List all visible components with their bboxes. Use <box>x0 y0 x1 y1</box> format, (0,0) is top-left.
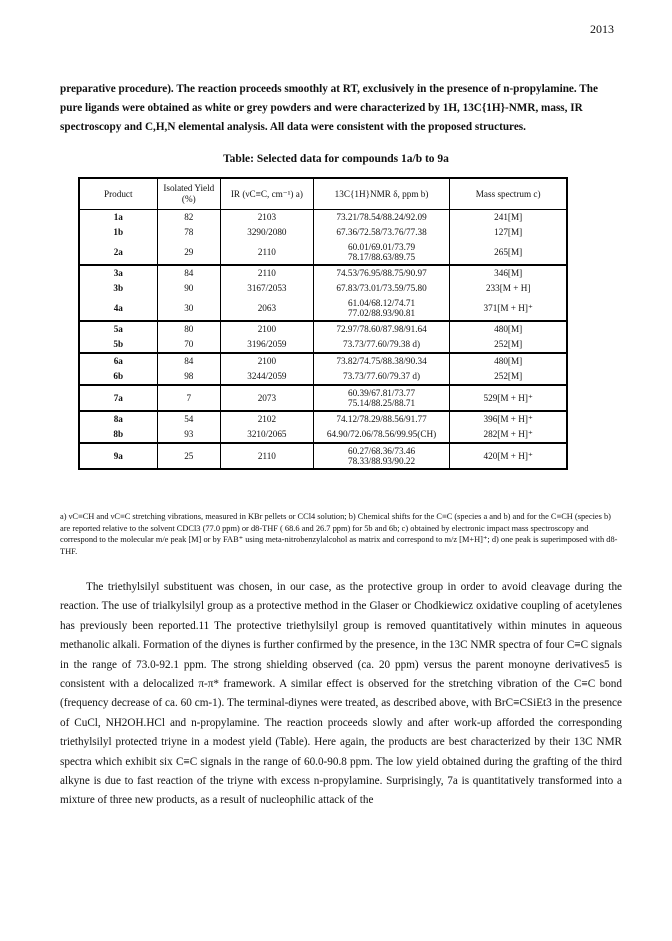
cell-nmr: 60.39/67.81/73.77 75.14/88.25/88.71 <box>313 385 450 411</box>
table-body <box>79 210 567 470</box>
cell-ir: 2100 <box>221 353 314 369</box>
cell-mass: 346[M] <box>450 265 567 281</box>
cell-ir: 3210/2065 <box>221 427 314 443</box>
cell-product: 6a <box>79 353 157 369</box>
cell-product: 3b <box>79 281 157 296</box>
cell-mass: 420[M + H]⁺ <box>450 443 567 469</box>
cell-mass: 480[M] <box>450 353 567 369</box>
cell-yield: 78 <box>157 225 220 240</box>
cell-product: 2a <box>79 240 157 265</box>
header-product: Product <box>79 178 157 210</box>
cell-product: 1b <box>79 225 157 240</box>
cell-mass: 127[M] <box>450 225 567 240</box>
cell-yield: 7 <box>157 385 220 411</box>
cell-ir: 2110 <box>221 265 314 281</box>
header-mass: Mass spectrum c) <box>450 178 567 210</box>
cell-mass: 529[M + H]⁺ <box>450 385 567 411</box>
header-nmr: 13C{1H}NMR δ, ppm b) <box>313 178 450 210</box>
cell-nmr: 73.82/74.75/88.38/90.34 <box>313 353 450 369</box>
cell-nmr: 72.97/78.60/87.98/91.64 <box>313 321 450 337</box>
table-row <box>79 210 567 226</box>
cell-product: 1a <box>79 210 157 226</box>
cell-yield: 90 <box>157 281 220 296</box>
cell-yield: 98 <box>157 369 220 385</box>
table-footnote: a) νC≡CH and νC≡C stretching vibrations, measured in KBr pellets or CCl4 solution; b) Chemical shifts for the C≡C (species a and b) and for the C≡CH (species b) are reported relative to the solvent CDCl3 (77.0 ppm) or d8-THF ( 68.6 and 26.7 ppm) for 5b and 6b; c) obtained by electronic impact mass spectroscopy and correspond to the molecular m/e peak [M] or by FAB⁺ using meta-nitrobenzylalcohol as matrix and correspond to m/z [M+H]⁺; d) one peak is superimposed with d8-THF. <box>60 512 618 556</box>
cell-yield: 84 <box>157 353 220 369</box>
cell-ir: 3244/2059 <box>221 369 314 385</box>
cell-product: 3a <box>79 265 157 281</box>
table-row <box>79 265 567 281</box>
cell-ir: 3196/2059 <box>221 337 314 353</box>
cell-product: 7a <box>79 385 157 411</box>
cell-yield: 70 <box>157 337 220 353</box>
cell-mass: 233[M + H] <box>450 281 567 296</box>
table-row <box>79 443 567 469</box>
table-caption: Table: Selected data for compounds 1a/b to 9a <box>223 153 449 165</box>
cell-yield: 30 <box>157 296 220 321</box>
cell-mass: 282[M + H]⁺ <box>450 427 567 443</box>
cell-nmr: 73.21/78.54/88.24/92.09 <box>313 210 450 226</box>
cell-yield: 80 <box>157 321 220 337</box>
cell-ir: 2110 <box>221 240 314 265</box>
table-row <box>79 369 567 385</box>
table-row <box>79 353 567 369</box>
table-row <box>79 427 567 443</box>
cell-product: 8a <box>79 411 157 427</box>
table-row <box>79 225 567 240</box>
table-row <box>79 281 567 296</box>
page-number: 2013 <box>590 22 614 36</box>
cell-ir: 3290/2080 <box>221 225 314 240</box>
cell-nmr: 73.73/77.60/79.38 d) <box>313 337 450 353</box>
cell-product: 8b <box>79 427 157 443</box>
cell-nmr: 74.12/78.29/88.56/91.77 <box>313 411 450 427</box>
cell-mass: 241[M] <box>450 210 567 226</box>
cell-ir: 2110 <box>221 443 314 469</box>
cell-product: 9a <box>79 443 157 469</box>
table-row <box>79 296 567 321</box>
cell-yield: 54 <box>157 411 220 427</box>
table-row <box>79 337 567 353</box>
cell-nmr: 73.73/77.60/79.37 d) <box>313 369 450 385</box>
table-row <box>79 240 567 265</box>
cell-nmr: 64.90/72.06/78.56/99.95(CH) <box>313 427 450 443</box>
cell-ir: 2073 <box>221 385 314 411</box>
cell-nmr: 61.04/68.12/74.71 77.02/88.93/90.81 <box>313 296 450 321</box>
cell-nmr: 74.53/76.95/88.75/90.97 <box>313 265 450 281</box>
cell-yield: 82 <box>157 210 220 226</box>
cell-yield: 29 <box>157 240 220 265</box>
cell-product: 5a <box>79 321 157 337</box>
table-row <box>79 411 567 427</box>
cell-mass: 371[M + H]⁺ <box>450 296 567 321</box>
cell-ir: 2063 <box>221 296 314 321</box>
header-ir: IR (νC≡C, cm⁻¹) a) <box>221 178 314 210</box>
cell-product: 4a <box>79 296 157 321</box>
cell-mass: 480[M] <box>450 321 567 337</box>
cell-ir: 3167/2053 <box>221 281 314 296</box>
header-yield: Isolated Yield (%) <box>157 178 220 210</box>
intro-paragraph: preparative procedure). The reaction proceeds smoothly at RT, exclusively in the presence of n-propylamine. The pure ligands were obtained as white or grey powders and were characterized by 1H, 13C{1H}-NMR, mass, IR spectroscopy and C,H,N elemental analysis. All data were consistent with the proposed structures. <box>60 83 598 133</box>
cell-mass: 396[M + H]⁺ <box>450 411 567 427</box>
data-table <box>78 177 568 470</box>
cell-mass: 265[M] <box>450 240 567 265</box>
cell-nmr: 67.83/73.01/73.59/75.80 <box>313 281 450 296</box>
cell-ir: 2103 <box>221 210 314 226</box>
cell-nmr: 60.01/69.01/73.79 78.17/88.63/89.75 <box>313 240 450 265</box>
cell-ir: 2100 <box>221 321 314 337</box>
cell-product: 5b <box>79 337 157 353</box>
cell-mass: 252[M] <box>450 369 567 385</box>
cell-yield: 84 <box>157 265 220 281</box>
cell-product: 6b <box>79 369 157 385</box>
cell-mass: 252[M] <box>450 337 567 353</box>
table-header-row <box>79 178 567 210</box>
table-row <box>79 385 567 411</box>
body-paragraph: The triethylsilyl substituent was chosen, in our case, as the protective group in order to avoid cleavage during the reaction. The use of trialkylsilyl group as a protective method in the Glaser or Chodkiewicz oxidative coupling of acetylenes has previously been reported.11 The protective triethylsilyl group is removed quantitatively within minutes in aqueous methanolic alkali. Formation of the diynes is further confirmed by the presence, in the 13C NMR spectra of four C≡C signals in the range of 73.0-92.1 ppm. The strong shielding observed (ca. 20 ppm) versus the parent monoyne derivatives5 is consistent with a delocalized π-π* framework. A similar effect is observed for the stretching vibration of the C≡C bond (frequency decrease of ca. 60 cm-1). The terminal-diynes were treated, as described above, with BrC≡CSiEt3 in the presence of CuCl, NH2OH.HCl and n-propylamine. The reaction proceeds slowly and after work-up afforded the corresponding triethylsilyl protected triyne in a modest yield (Table). Here again, the products are best characterized by their 13C NMR spectra which exhibit six C≡C signals in the range of 60.0-90.8 ppm. The low yield obtained during the grafting of the third alkyne is due to fast reaction of the triyne with excess n-propylamine. Surprisingly, 7a is quantitatively transformed into a mixture of three new products, as a result of nucleophilic attack of the <box>60 581 622 807</box>
cell-nmr: 60.27/68.36/73.46 78.33/88.93/90.22 <box>313 443 450 469</box>
cell-yield: 25 <box>157 443 220 469</box>
table-row <box>79 321 567 337</box>
cell-nmr: 67.36/72.58/73.76/77.38 <box>313 225 450 240</box>
cell-ir: 2102 <box>221 411 314 427</box>
cell-yield: 93 <box>157 427 220 443</box>
